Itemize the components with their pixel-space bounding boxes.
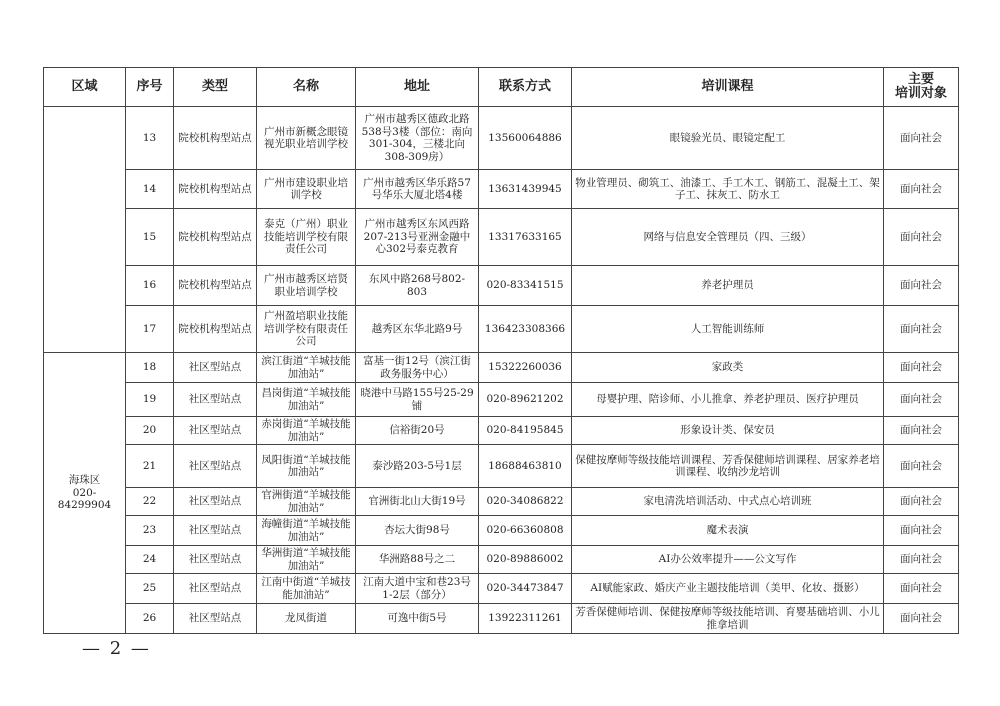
cell-target: 面向社会 xyxy=(884,604,959,634)
cell-courses: 养老护理员 xyxy=(572,266,884,306)
cell-phone: 020-34086822 xyxy=(479,488,572,516)
cell-target: 面向社会 xyxy=(884,209,959,266)
header-seq: 序号 xyxy=(126,68,174,107)
cell-courses: 魔术表演 xyxy=(572,516,884,546)
cell-address: 官洲街北山大街19号 xyxy=(356,488,479,516)
cell-seq: 21 xyxy=(126,445,174,488)
table-row xyxy=(44,516,959,546)
cell-type: 社区型站点 xyxy=(174,574,257,604)
cell-seq: 22 xyxy=(126,488,174,516)
cell-phone: 020-66360808 xyxy=(479,516,572,546)
cell-seq: 17 xyxy=(126,306,174,353)
cell-address: 可逸中街5号 xyxy=(356,604,479,634)
cell-address: 泰沙路203-5号1层 xyxy=(356,445,479,488)
cell-phone: 020-34473847 xyxy=(479,574,572,604)
header-courses: 培训课程 xyxy=(572,68,884,107)
cell-seq: 16 xyxy=(126,266,174,306)
cell-name: 凤阳街道“羊城技能加油站” xyxy=(257,445,356,488)
cell-phone: 020-84195845 xyxy=(479,417,572,445)
table-row xyxy=(44,306,959,353)
cell-address: 华洲路88号之二 xyxy=(356,546,479,574)
cell-type: 院校机构型站点 xyxy=(174,209,257,266)
cell-type: 社区型站点 xyxy=(174,546,257,574)
cell-target: 面向社会 xyxy=(884,516,959,546)
cell-seq: 18 xyxy=(126,353,174,383)
cell-name: 泰克（广州）职业技能培训学校有限责任公司 xyxy=(257,209,356,266)
cell-region xyxy=(44,353,126,634)
cell-name: 赤岗街道“羊城技能加油站” xyxy=(257,417,356,445)
cell-target: 面向社会 xyxy=(884,574,959,604)
cell-name: 广州盈培职业技能培训学校有限责任公司 xyxy=(257,306,356,353)
cell-type: 院校机构型站点 xyxy=(174,170,257,209)
cell-address: 广州市越秀区华乐路57号华乐大厦北塔4楼 xyxy=(356,170,479,209)
cell-courses: 家政类 xyxy=(572,353,884,383)
header-region: 区域 xyxy=(44,68,126,107)
cell-type: 院校机构型站点 xyxy=(174,107,257,170)
cell-type: 社区型站点 xyxy=(174,383,257,417)
table-row xyxy=(44,170,959,209)
cell-address: 广州市越秀区东风西路207-213号亚洲金融中心302号泰克教育 xyxy=(356,209,479,266)
cell-courses: 人工智能训练师 xyxy=(572,306,884,353)
table-row xyxy=(44,604,959,634)
cell-courses: 形象设计类、保安员 xyxy=(572,417,884,445)
cell-phone: 13317633165 xyxy=(479,209,572,266)
cell-type: 社区型站点 xyxy=(174,445,257,488)
cell-address: 东风中路268号802-803 xyxy=(356,266,479,306)
page-number: — 2 — xyxy=(82,638,151,659)
cell-name: 华洲街道“羊城技能加油站” xyxy=(257,546,356,574)
training-sites-table xyxy=(43,67,959,634)
table-row xyxy=(44,266,959,306)
cell-target: 面向社会 xyxy=(884,445,959,488)
cell-seq: 26 xyxy=(126,604,174,634)
cell-region xyxy=(44,107,126,353)
cell-address: 越秀区东华北路9号 xyxy=(356,306,479,353)
header-target xyxy=(884,68,959,107)
cell-type: 社区型站点 xyxy=(174,488,257,516)
cell-phone: 15322260036 xyxy=(479,353,572,383)
cell-courses: 保健按摩师等级技能培训课程、芳香保健师培训课程、居家养老培训课程、收纳沙龙培训 xyxy=(572,445,884,488)
cell-courses: 家电清洗培训活动、中式点心培训班 xyxy=(572,488,884,516)
table-row xyxy=(44,353,959,383)
table-row xyxy=(44,445,959,488)
header-target-line2: 培训对象 xyxy=(894,86,947,101)
table-row xyxy=(44,574,959,604)
header-address: 地址 xyxy=(356,68,479,107)
cell-seq: 24 xyxy=(126,546,174,574)
header-type: 类型 xyxy=(174,68,257,107)
table-header xyxy=(44,68,959,107)
cell-address: 信裕街20号 xyxy=(356,417,479,445)
header-name: 名称 xyxy=(257,68,356,107)
table-body xyxy=(44,107,959,634)
cell-target: 面向社会 xyxy=(884,546,959,574)
cell-target: 面向社会 xyxy=(884,107,959,170)
cell-target: 面向社会 xyxy=(884,383,959,417)
cell-target: 面向社会 xyxy=(884,306,959,353)
cell-address: 富基一街12号（滨江街政务服务中心） xyxy=(356,353,479,383)
cell-type: 社区型站点 xyxy=(174,516,257,546)
cell-address: 杏坛大街98号 xyxy=(356,516,479,546)
cell-phone: 020-89621202 xyxy=(479,383,572,417)
cell-phone: 136423308366 xyxy=(479,306,572,353)
cell-seq: 20 xyxy=(126,417,174,445)
cell-phone: 020-89886002 xyxy=(479,546,572,574)
cell-address: 江南大道中宝和巷23号1-2层（部分） xyxy=(356,574,479,604)
cell-target: 面向社会 xyxy=(884,266,959,306)
header-contact: 联系方式 xyxy=(479,68,572,107)
cell-name: 广州市越秀区培贤职业培训学校 xyxy=(257,266,356,306)
header-row xyxy=(44,68,959,107)
table-row xyxy=(44,417,959,445)
cell-target: 面向社会 xyxy=(884,353,959,383)
cell-seq: 19 xyxy=(126,383,174,417)
cell-name: 海幢街道“羊城技能加油站” xyxy=(257,516,356,546)
cell-target: 面向社会 xyxy=(884,170,959,209)
cell-courses: 眼镜验光员、眼镜定配工 xyxy=(572,107,884,170)
cell-phone: 18688463810 xyxy=(479,445,572,488)
cell-name: 昌岗街道“羊城技能加油站” xyxy=(257,383,356,417)
cell-phone: 13922311261 xyxy=(479,604,572,634)
region-name: 海珠区 xyxy=(68,474,101,487)
cell-name: 江南中街道“羊城技能加油站” xyxy=(257,574,356,604)
table-row xyxy=(44,383,959,417)
region-phone: 020-84299904 xyxy=(57,486,112,512)
cell-type: 院校机构型站点 xyxy=(174,306,257,353)
cell-seq: 23 xyxy=(126,516,174,546)
cell-type: 社区型站点 xyxy=(174,417,257,445)
cell-target: 面向社会 xyxy=(884,488,959,516)
cell-phone: 020-83341515 xyxy=(479,266,572,306)
cell-phone: 13560064886 xyxy=(479,107,572,170)
cell-courses: AI赋能家政、婚庆产业主题技能培训（美甲、化妆、摄影） xyxy=(572,574,884,604)
table-row xyxy=(44,546,959,574)
cell-target: 面向社会 xyxy=(884,417,959,445)
cell-address: 晓港中马路155号25-29铺 xyxy=(356,383,479,417)
cell-courses: AI办公效率提升——公文写作 xyxy=(572,546,884,574)
cell-seq: 25 xyxy=(126,574,174,604)
cell-courses: 母婴护理、陪诊师、小儿推拿、养老护理员、医疗护理员 xyxy=(572,383,884,417)
cell-courses: 芳香保健师培训、保健按摩师等级技能培训、育婴基础培训、小儿推拿培训 xyxy=(572,604,884,634)
cell-seq: 15 xyxy=(126,209,174,266)
cell-courses: 网络与信息安全管理员（四、三级） xyxy=(572,209,884,266)
cell-type: 社区型站点 xyxy=(174,604,257,634)
table-row xyxy=(44,488,959,516)
cell-name: 滨江街道“羊城技能加油站” xyxy=(257,353,356,383)
cell-seq: 14 xyxy=(126,170,174,209)
cell-courses: 物业管理员、砌筑工、油漆工、手工木工、钢筋工、混凝土工、架子工、抹灰工、防水工 xyxy=(572,170,884,209)
cell-name: 广州市新概念眼镜视光职业培训学校 xyxy=(257,107,356,170)
table-row xyxy=(44,209,959,266)
cell-type: 社区型站点 xyxy=(174,353,257,383)
cell-seq: 13 xyxy=(126,107,174,170)
cell-address: 广州市越秀区德政北路538号3楼（部位：南向301-304，三楼北向308-309房） xyxy=(356,107,479,170)
cell-type: 院校机构型站点 xyxy=(174,266,257,306)
cell-name: 广州市建设职业培训学校 xyxy=(257,170,356,209)
cell-name: 龙凤街道 xyxy=(257,604,356,634)
cell-name: 官洲街道“羊城技能加油站” xyxy=(257,488,356,516)
header-target-line1: 主要 xyxy=(907,72,934,87)
table-row xyxy=(44,107,959,170)
cell-phone: 13631439945 xyxy=(479,170,572,209)
